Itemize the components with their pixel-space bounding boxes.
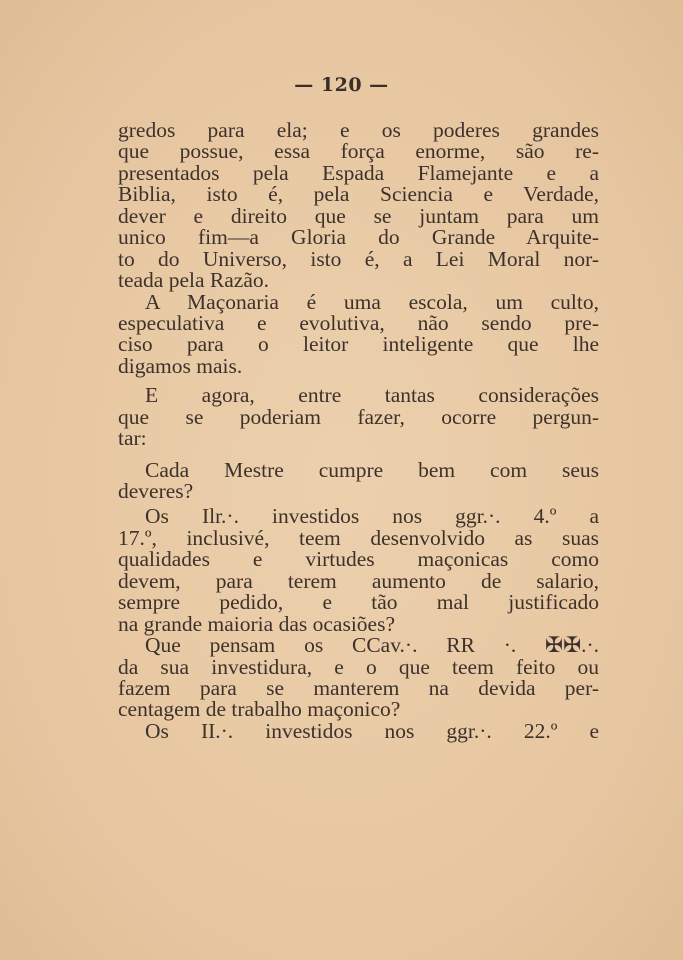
body-text xyxy=(118,120,599,742)
text-line: gredos para ela; e os poderes grandes xyxy=(118,118,599,142)
text-line: teada pela Razão. xyxy=(118,268,270,293)
text-line: dever e direito que se juntam para um xyxy=(118,203,599,228)
text-line: deveres? xyxy=(118,479,194,503)
page-number: — 120 — xyxy=(294,74,389,96)
paragraph-start: Cada Mestre cumpre bem com seus xyxy=(145,457,599,482)
text-line: devem, para terem aumento de salario, xyxy=(118,568,599,593)
text-line: unico fim—a Gloria do Grande Arquite- xyxy=(118,225,599,250)
text-line: ciso para o leitor inteligente que lhe xyxy=(118,332,599,357)
text-line: 17.º, inclusivé, teem desenvolvido as suas xyxy=(118,525,599,550)
text-line: especulativa e evolutiva, não sendo pre- xyxy=(118,310,599,335)
text-line: na grande maioria das ocasiões? xyxy=(118,611,395,636)
text-line: presentados pela Espada Flamejante e a xyxy=(118,160,599,185)
text-line: que possue, essa força enorme, são re- xyxy=(118,139,599,164)
text-line: qualidades e virtudes maçonicas como xyxy=(118,547,599,572)
text-line: digamos mais. xyxy=(118,353,243,378)
text-line: tar: xyxy=(118,426,147,451)
text-line: Biblia, isto é, pela Sciencia e Verdade, xyxy=(118,182,599,207)
text-line: fazem para se manterem na devida per- xyxy=(118,675,599,700)
text-line: da sua investidura, e o que teem feito ou xyxy=(118,654,599,679)
paragraph-start: Que pensam os CCav.·. RR ·. ✠✠.·. xyxy=(145,633,599,658)
text-line: que se poderiam fazer, ocorre pergun- xyxy=(118,404,599,429)
text-line: sempre pedido, e tão mal justificado xyxy=(118,590,599,615)
paragraph-start: A Maçonaria é uma escola, um culto, xyxy=(145,289,599,314)
text-line: to do Universo, isto é, a Lei Moral nor- xyxy=(118,246,599,271)
paragraph-start: E agora, entre tantas considerações xyxy=(145,383,599,408)
paragraph-start: Os Ilr.·. investidos nos ggr.·. 4.º a xyxy=(145,504,599,529)
paragraph-start: Os II.·. investidos nos ggr.·. 22.º e xyxy=(145,718,599,743)
text-line: centagem de trabalho maçonico? xyxy=(118,697,401,722)
